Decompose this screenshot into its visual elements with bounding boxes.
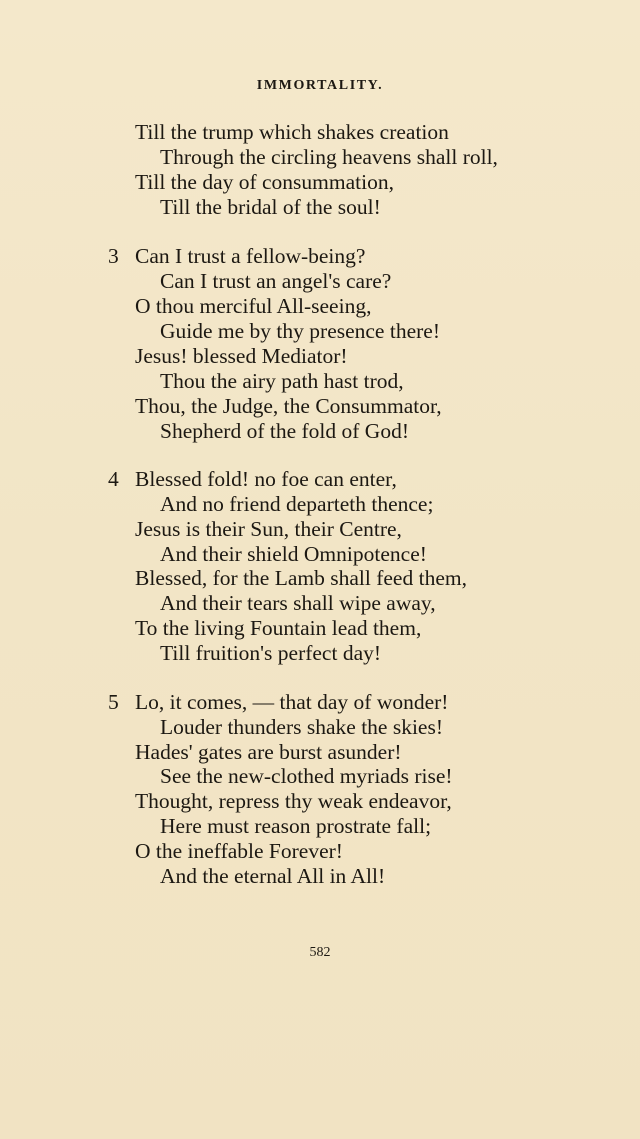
verse-line: Louder thunders shake the skies! — [160, 715, 444, 739]
verse-line: Till the bridal of the soul! — [160, 195, 381, 219]
verse-line: Hades' gates are burst asunder! — [135, 740, 402, 764]
verse-line: Jesus! blessed Mediator! — [135, 344, 348, 368]
verse-line: Guide me by thy presence there! — [160, 319, 440, 343]
verse-line: And their tears shall wipe away, — [160, 591, 436, 615]
verse-line: Thought, repress thy weak endeavor, — [135, 789, 452, 813]
verse-line: And their shield Omnipotence! — [160, 542, 427, 566]
verse-line: O the ineffable Forever! — [135, 839, 343, 863]
verse-line: Till the trump which shakes creation — [135, 120, 449, 144]
verse-line: And no friend departeth thence; — [160, 492, 434, 516]
verse-line: Blessed, for the Lamb shall feed them, — [135, 566, 467, 590]
stanza-number: 5 — [108, 690, 119, 714]
verse-line: See the new-clothed myriads rise! — [160, 764, 453, 788]
verse-line: To the living Fountain lead them, — [135, 616, 422, 640]
verse-line: Thou the airy path hast trod, — [160, 369, 404, 393]
stanza-number: 3 — [108, 244, 119, 268]
verse-line: Blessed fold! no foe can enter, — [135, 467, 397, 491]
verse-line: Shepherd of the fold of God! — [160, 419, 409, 443]
verse-line: Lo, it comes, — that day of wonder! — [135, 690, 449, 714]
verse-line: Till the day of consummation, — [135, 170, 394, 194]
verse-line: Can I trust a fellow-being? — [135, 244, 366, 268]
verse-line: Jesus is their Sun, their Centre, — [135, 517, 402, 541]
verse-line: Can I trust an angel's care? — [160, 269, 392, 293]
verse-line: Here must reason prostrate fall; — [160, 814, 432, 838]
stanza-number: 4 — [108, 467, 119, 491]
verse-line: O thou merciful All-seeing, — [135, 294, 372, 318]
running-head: IMMORTALITY. — [256, 78, 384, 93]
verse-line: Through the circling heavens shall roll, — [160, 145, 498, 169]
verse-line: Thou, the Judge, the Consummator, — [135, 394, 442, 418]
verse-line: And the eternal All in All! — [160, 864, 386, 888]
verse-line: Till fruition's perfect day! — [160, 641, 382, 665]
page-number: 582 — [309, 945, 331, 960]
